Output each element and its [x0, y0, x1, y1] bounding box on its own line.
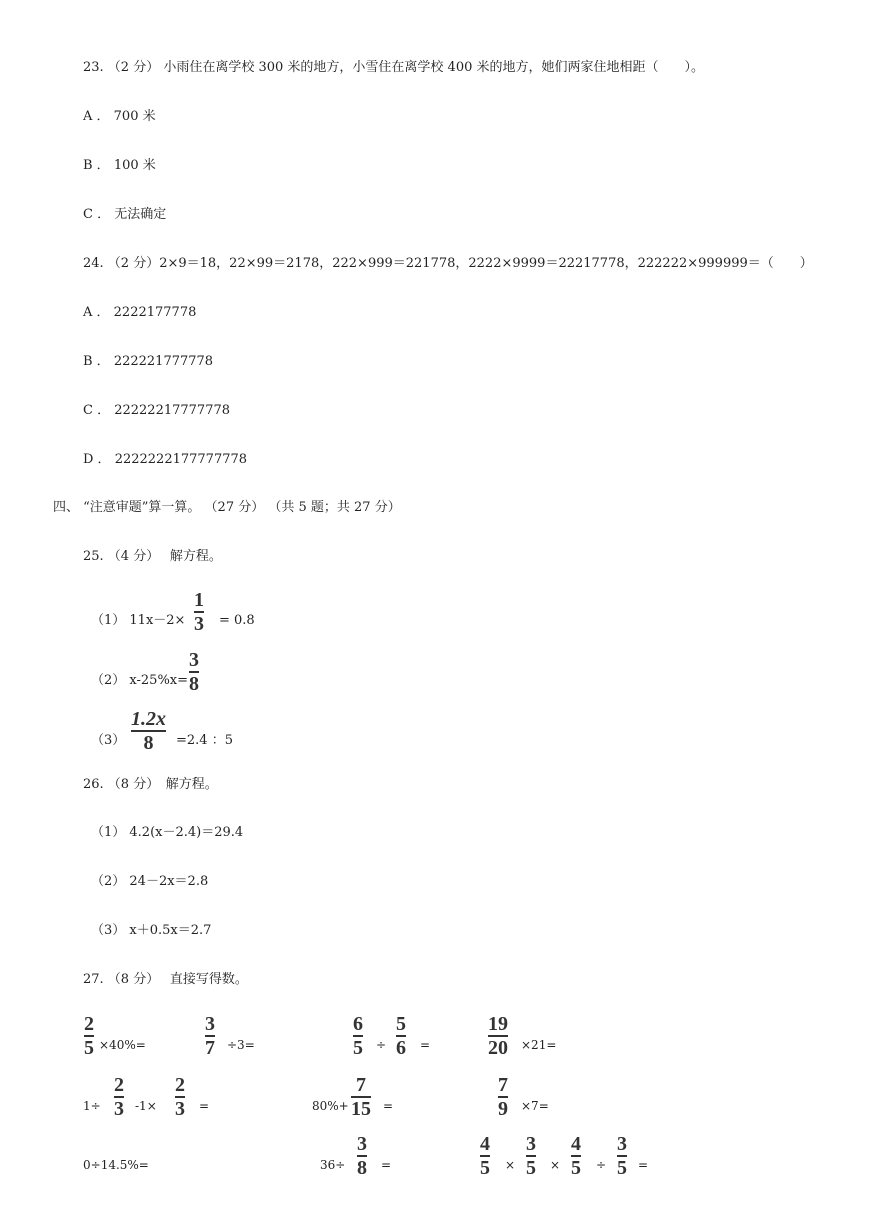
q27-r3-e3-fraction-4 [617, 1134, 627, 1178]
section-4-heading: 四、 “注意审题”算一算。 （27 分） （共 5 题；共 27 分） [53, 500, 401, 515]
q24-option-c: C ． 22222217777778 [83, 403, 231, 418]
q27-r3-e3-suffix: = [638, 1158, 649, 1172]
fraction-denominator: 3 [194, 613, 204, 635]
q27-r2-e2-prefix: 80%+ [312, 1099, 349, 1113]
fraction-denominator: 5 [617, 1157, 627, 1179]
fraction-numerator: 3 [617, 1133, 627, 1155]
fraction-denominator: 20 [488, 1037, 508, 1059]
fraction-denominator: 9 [498, 1098, 508, 1120]
q27-r1-e3-suffix: = [420, 1038, 431, 1052]
q24-option-a: A ． 2222177778 [83, 305, 197, 320]
q25-part1-prefix: （1） 11x－2× [91, 613, 186, 628]
q27-r3-e3-fraction-2 [526, 1134, 536, 1178]
fraction-denominator: 7 [205, 1037, 215, 1059]
q23-stem: 23. （2 分） 小雨住在离学校 300 米的地方，小雪住在离学校 400 米的地方，她们两家住地相距（ ）。 [83, 60, 704, 75]
fraction-numerator: 7 [498, 1074, 508, 1096]
q26-stem: 26. （8 分） 解方程。 [83, 777, 218, 792]
q24-stem: 24. （2 分）2×9＝18，22×99＝2178，222×999＝221778，2222×9999＝22217778，222222×999999＝（ ） [83, 256, 813, 271]
q26-part3: （3） x＋0.5x＝2.7 [91, 923, 212, 938]
q27-stem: 27. （8 分） 直接写得数。 [83, 972, 248, 987]
fraction-numerator: 2 [114, 1074, 124, 1096]
q27-r2-e1-fraction-2 [175, 1075, 185, 1119]
fraction-numerator: 3 [205, 1013, 215, 1035]
q25-part2-prefix: （2） x-25%x= [91, 673, 189, 688]
q25-part3-suffix: =2.4 ：5 [176, 733, 233, 748]
fraction-numerator: 3 [526, 1133, 536, 1155]
q23-option-b: B ． 100 米 [83, 158, 156, 173]
fraction-numerator: 2 [84, 1013, 94, 1035]
q27-r3-e3-operator-2: × [550, 1158, 561, 1172]
q27-r3-e3-fraction-3 [571, 1134, 581, 1178]
fraction-denominator: 5 [571, 1157, 581, 1179]
q27-r1-e1-suffix: ×40%= [99, 1038, 146, 1052]
fraction-numerator: 3 [357, 1133, 367, 1155]
q23-option-a: A ． 700 米 [83, 109, 156, 124]
fraction-numerator: 1.2x [131, 708, 166, 730]
fraction-denominator: 15 [351, 1098, 371, 1120]
fraction-numerator: 4 [571, 1133, 581, 1155]
fraction-denominator: 3 [175, 1098, 185, 1120]
q27-r3-e2-fraction [357, 1134, 367, 1178]
fraction-denominator: 3 [114, 1098, 124, 1120]
q27-r3-e2-suffix: = [381, 1158, 392, 1172]
q27-r3-e3-operator-1: × [505, 1158, 516, 1172]
q27-r3-e3-fraction-1 [480, 1134, 490, 1178]
q27-r2-e2-fraction [351, 1075, 371, 1119]
q27-r3-e2-prefix: 36÷ [320, 1158, 346, 1172]
fraction-denominator: 5 [480, 1157, 490, 1179]
q27-r1-e3-operator: ÷ [376, 1038, 387, 1052]
q27-r3-e1: 0÷14.5%= [83, 1158, 149, 1172]
q27-r1-e2-suffix: ÷3= [227, 1038, 255, 1052]
fraction-denominator: 5 [353, 1037, 363, 1059]
q27-r2-e3-suffix: ×7= [521, 1099, 549, 1113]
q27-r1-e4-fraction [488, 1014, 508, 1058]
q25-part3-fraction [131, 709, 166, 753]
q23-option-c: C ． 无法确定 [83, 207, 167, 222]
q27-r1-e1-fraction [84, 1014, 94, 1058]
q27-r3-e3-operator-3: ÷ [596, 1158, 607, 1172]
q26-part2: （2） 24－2x＝2.8 [91, 874, 209, 889]
q24-option-b: B ． 222221777778 [83, 354, 214, 369]
q27-r2-e1-middle: -1× [135, 1099, 157, 1113]
q27-r1-e4-suffix: ×21= [521, 1038, 557, 1052]
q25-part1-fraction [194, 590, 204, 634]
fraction-numerator: 4 [480, 1133, 490, 1155]
fraction-numerator: 3 [189, 649, 199, 671]
fraction-denominator: 5 [84, 1037, 94, 1059]
q26-part1: （1） 4.2(x－2.4)＝29.4 [91, 825, 244, 840]
q27-r1-e2-fraction [205, 1014, 215, 1058]
fraction-denominator: 8 [143, 732, 154, 754]
fraction-numerator: 5 [396, 1013, 406, 1035]
fraction-denominator: 5 [526, 1157, 536, 1179]
fraction-numerator: 2 [175, 1074, 185, 1096]
fraction-denominator: 8 [189, 673, 199, 695]
q27-r2-e1-fraction-1 [114, 1075, 124, 1119]
q27-r1-e3-fraction-2 [396, 1014, 406, 1058]
fraction-denominator: 6 [396, 1037, 406, 1059]
fraction-denominator: 8 [357, 1157, 367, 1179]
fraction-numerator: 7 [356, 1074, 366, 1096]
fraction-numerator: 19 [488, 1013, 508, 1035]
q27-r2-e3-fraction [498, 1075, 508, 1119]
q25-part2-fraction [189, 650, 199, 694]
q27-r1-e3-fraction-1 [353, 1014, 363, 1058]
q25-part1-suffix: = 0.8 [219, 613, 255, 628]
fraction-numerator: 1 [194, 589, 204, 611]
fraction-numerator: 6 [353, 1013, 363, 1035]
q25-part3-prefix: （3） [91, 733, 126, 748]
q27-r2-e2-suffix: = [383, 1099, 394, 1113]
q24-option-d: D ． 2222222177777778 [83, 452, 248, 467]
q27-r2-e1-prefix: 1÷ [83, 1099, 101, 1113]
q25-stem: 25. （4 分） 解方程。 [83, 549, 222, 564]
q27-r2-e1-suffix: = [199, 1099, 210, 1113]
